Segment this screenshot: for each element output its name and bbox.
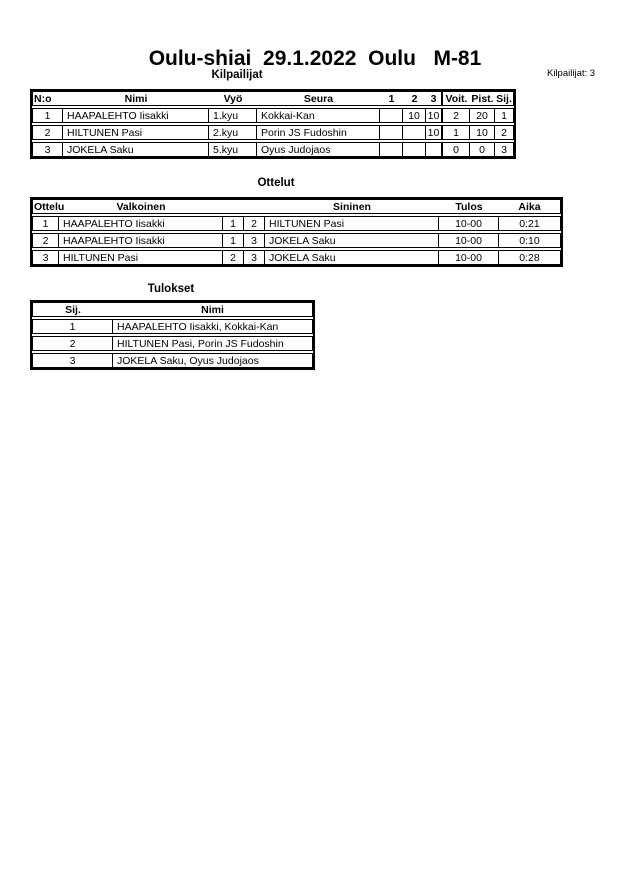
- competitor-match2: 10: [403, 109, 426, 122]
- competitors-table: [30, 89, 516, 159]
- competitor-place: 1: [501, 109, 507, 122]
- competitor-points: 0: [470, 143, 495, 156]
- matches-table: [30, 197, 563, 267]
- competitor-match1: [380, 109, 403, 122]
- competitor-match3: 10: [426, 109, 443, 122]
- competitor-match1: [380, 143, 403, 156]
- header-club: Seura: [303, 92, 334, 105]
- result-place: 1: [33, 320, 113, 333]
- match-result: 10-00: [439, 234, 499, 247]
- competitor-row: [32, 108, 514, 123]
- competitor-count-label: Kilpailijat: 3: [547, 68, 596, 79]
- competitor-club: Oyus Judojaos: [257, 143, 380, 156]
- match-time: 0:10: [519, 234, 540, 247]
- match-no: 2: [33, 234, 59, 247]
- match-row: [32, 216, 561, 231]
- competitors-header-row: [32, 91, 514, 106]
- white-player-no: 1: [223, 234, 244, 247]
- match-result: 10-00: [439, 217, 499, 230]
- white-player: HAAPALEHTO Iisakki: [59, 234, 223, 247]
- competitor-no: 1: [33, 109, 63, 122]
- white-player: HAAPALEHTO Iisakki: [59, 217, 223, 230]
- header-place: Sij.: [496, 92, 512, 105]
- match-row: [32, 250, 561, 265]
- blue-player: HILTUNEN Pasi: [265, 217, 439, 230]
- results-header-row: [32, 302, 313, 317]
- blue-player-no: 3: [244, 234, 265, 247]
- header-wins: Voit.: [445, 92, 468, 105]
- competitor-row: [32, 125, 514, 140]
- competitor-belt: 1.kyu: [209, 109, 257, 122]
- header-belt: Vyö: [223, 92, 243, 105]
- header-match-no: Ottelu: [34, 200, 65, 213]
- competitor-place: 2: [501, 126, 507, 139]
- competitor-place: 3: [501, 143, 507, 156]
- competitors-section-heading: Kilpailijat: [211, 69, 263, 81]
- competitor-no: 2: [33, 126, 63, 139]
- result-name: HILTUNEN Pasi, Porin JS Fudoshin: [117, 337, 284, 350]
- result-row: [32, 319, 313, 334]
- competitor-points: 10: [470, 126, 495, 139]
- white-player: HILTUNEN Pasi: [59, 251, 223, 264]
- blue-player-no: 3: [244, 251, 265, 264]
- header-points: Pist.: [471, 92, 494, 105]
- results-section-heading: Tulokset: [147, 283, 195, 295]
- white-player-no: 2: [223, 251, 244, 264]
- header-name: Nimi: [201, 303, 224, 316]
- result-name: HAAPALEHTO Iisakki, Kokkai-Kan: [117, 320, 279, 333]
- header-white-no: [223, 200, 244, 213]
- match-result: 10-00: [439, 251, 499, 264]
- results-table: [30, 300, 315, 370]
- match-no: 1: [33, 217, 59, 230]
- competitor-name: HILTUNEN Pasi: [63, 126, 209, 139]
- header-name: Nimi: [124, 92, 148, 105]
- competitor-belt: 5.kyu: [209, 143, 257, 156]
- matches-section-heading: Ottelut: [257, 177, 295, 189]
- competitor-row: [32, 142, 514, 157]
- blue-player: JOKELA Saku: [265, 251, 439, 264]
- page-title: Oulu-shiai 29.1.2022 Oulu M-81: [148, 47, 482, 70]
- competitor-belt: 2.kyu: [209, 126, 257, 139]
- competitor-wins: 0: [443, 143, 470, 156]
- result-row: [32, 353, 313, 368]
- result-place: 3: [33, 354, 113, 367]
- header-white: Valkoinen: [116, 200, 166, 213]
- result-row: [32, 336, 313, 351]
- matches-header-row: [32, 199, 561, 214]
- match-no: 3: [33, 251, 59, 264]
- blue-player-no: 2: [244, 217, 265, 230]
- header-match2: 2: [411, 92, 418, 105]
- competitor-match1: [380, 126, 403, 139]
- header-result: Tulos: [455, 200, 483, 213]
- match-row: [32, 233, 561, 248]
- header-time: Aika: [518, 200, 541, 213]
- competitor-name: JOKELA Saku: [63, 143, 209, 156]
- header-blue-no: [244, 200, 265, 213]
- competitor-match2: [403, 126, 426, 139]
- competitor-match2: [403, 143, 426, 156]
- header-place: Sij.: [65, 303, 81, 316]
- match-time: 0:21: [519, 217, 540, 230]
- match-time: 0:28: [519, 251, 540, 264]
- competitor-wins: 2: [443, 109, 470, 122]
- competitor-no: 3: [33, 143, 63, 156]
- competitor-club: Porin JS Fudoshin: [257, 126, 380, 139]
- competitor-match3: [426, 143, 443, 156]
- header-match3: 3: [426, 92, 443, 105]
- competitor-wins: 1: [443, 126, 470, 139]
- header-blue: Sininen: [333, 200, 371, 213]
- competitor-name: HAAPALEHTO Iisakki: [63, 109, 209, 122]
- result-name: JOKELA Saku, Oyus Judojaos: [117, 354, 259, 367]
- white-player-no: 1: [223, 217, 244, 230]
- blue-player: JOKELA Saku: [265, 234, 439, 247]
- header-no: N:o: [34, 92, 52, 105]
- competitor-match3: 10: [426, 126, 443, 139]
- competitor-club: Kokkai-Kan: [257, 109, 380, 122]
- result-place: 2: [33, 337, 113, 350]
- header-match1: 1: [388, 92, 395, 105]
- competitor-points: 20: [470, 109, 495, 122]
